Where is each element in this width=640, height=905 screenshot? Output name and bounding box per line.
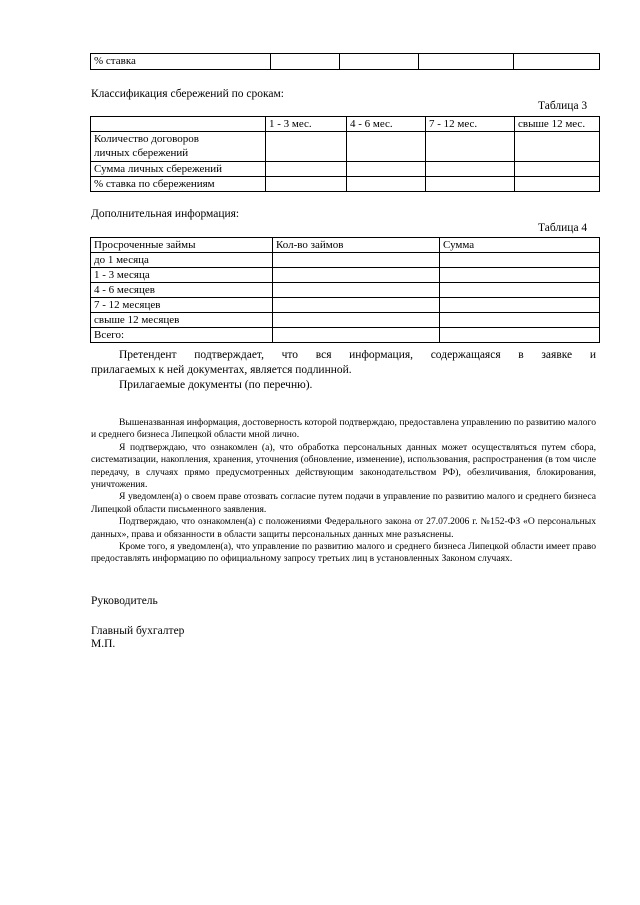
confirmation-line1: Претендент подтверждает, что вся информация, содержащаяся в заявке и [119, 349, 596, 361]
signature-accountant: Главный бухгалтер [91, 625, 185, 637]
table4-label: Таблица 4 [538, 222, 588, 234]
savings-table [90, 116, 600, 192]
savings-col-2: 4 - 6 мес. [347, 117, 426, 132]
overdue-col-2: Сумма [440, 238, 600, 253]
table-top-row-label: % ставка [91, 54, 271, 70]
overdue-row-total: Всего: [91, 328, 273, 343]
savings-col-1: 1 - 3 мес. [266, 117, 347, 132]
table-top-fragment [90, 53, 600, 70]
consent-p4: Подтверждаю, что ознакомлен(а) с положениями Федерального закона от 27.07.2006 г. №152-ФЗ «О персональных данных», права и обязанности в области защиты персональных данных мне разъяснены. [91, 516, 596, 540]
savings-col-3: 7 - 12 мес. [426, 117, 515, 132]
savings-row-rate: % ставка по сбережениям [91, 177, 266, 192]
overdue-row: 1 - 3 месяца [91, 268, 273, 283]
consent-p2: Я подтверждаю, что ознакомлен (а), что обработка персональных данных может осуществляться путем сбора, систематизации, накопления, хранения, уточнения (обновление, изменение), использования, распространения (в том числе передачу, в случаях прямо предусмотренных действующим законодательством РФ), обезличивания, блокирования, уничтожения. [91, 441, 596, 491]
overdue-row: до 1 месяца [91, 253, 273, 268]
savings-row-count: Количество договоров личных сбережений [91, 132, 266, 162]
overdue-col-0: Просроченные займы [91, 238, 273, 253]
additional-heading: Дополнительная информация: [91, 208, 240, 220]
consent-p1: Вышеназванная информация, достоверность которой подтверждаю, предоставлена управлению по развитию малого и среднего бизнеса Липецкой области мной лично. [91, 417, 596, 441]
overdue-row: 7 - 12 месяцев [91, 298, 273, 313]
consent-p3: Я уведомлен(а) о своем праве отозвать согласие путем подачи в управление по развитию малого и среднего бизнеса Липецкой области письменного заявления. [91, 491, 596, 515]
consent-p5: Кроме того, я уведомлен(а), что управление по развитию малого и среднего бизнеса Липецкой области имеет право предоставлять информацию по официальному запросу третьих лиц в установленных Законом случаях. [91, 541, 596, 565]
overdue-row: 4 - 6 месяцев [91, 283, 273, 298]
confirmation-line2: прилагаемых к ней документах, является подлинной. [91, 364, 352, 376]
table3-label: Таблица 3 [538, 100, 588, 112]
signature-stamp: М.П. [91, 638, 116, 650]
overdue-col-1: Кол-во займов [273, 238, 440, 253]
savings-row-sum: Сумма личных сбережений [91, 162, 266, 177]
savings-heading: Классификация сбережений по срокам: [91, 88, 284, 100]
overdue-row: свыше 12 месяцев [91, 313, 273, 328]
savings-col-0 [91, 117, 266, 132]
savings-col-4: свыше 12 мес. [515, 117, 600, 132]
attachments-line: Прилагаемые документы (по перечню). [119, 379, 313, 391]
overdue-table [90, 237, 600, 343]
confirmation-block [91, 348, 596, 393]
consent-block [91, 417, 596, 566]
signature-director: Руководитель [91, 595, 158, 607]
